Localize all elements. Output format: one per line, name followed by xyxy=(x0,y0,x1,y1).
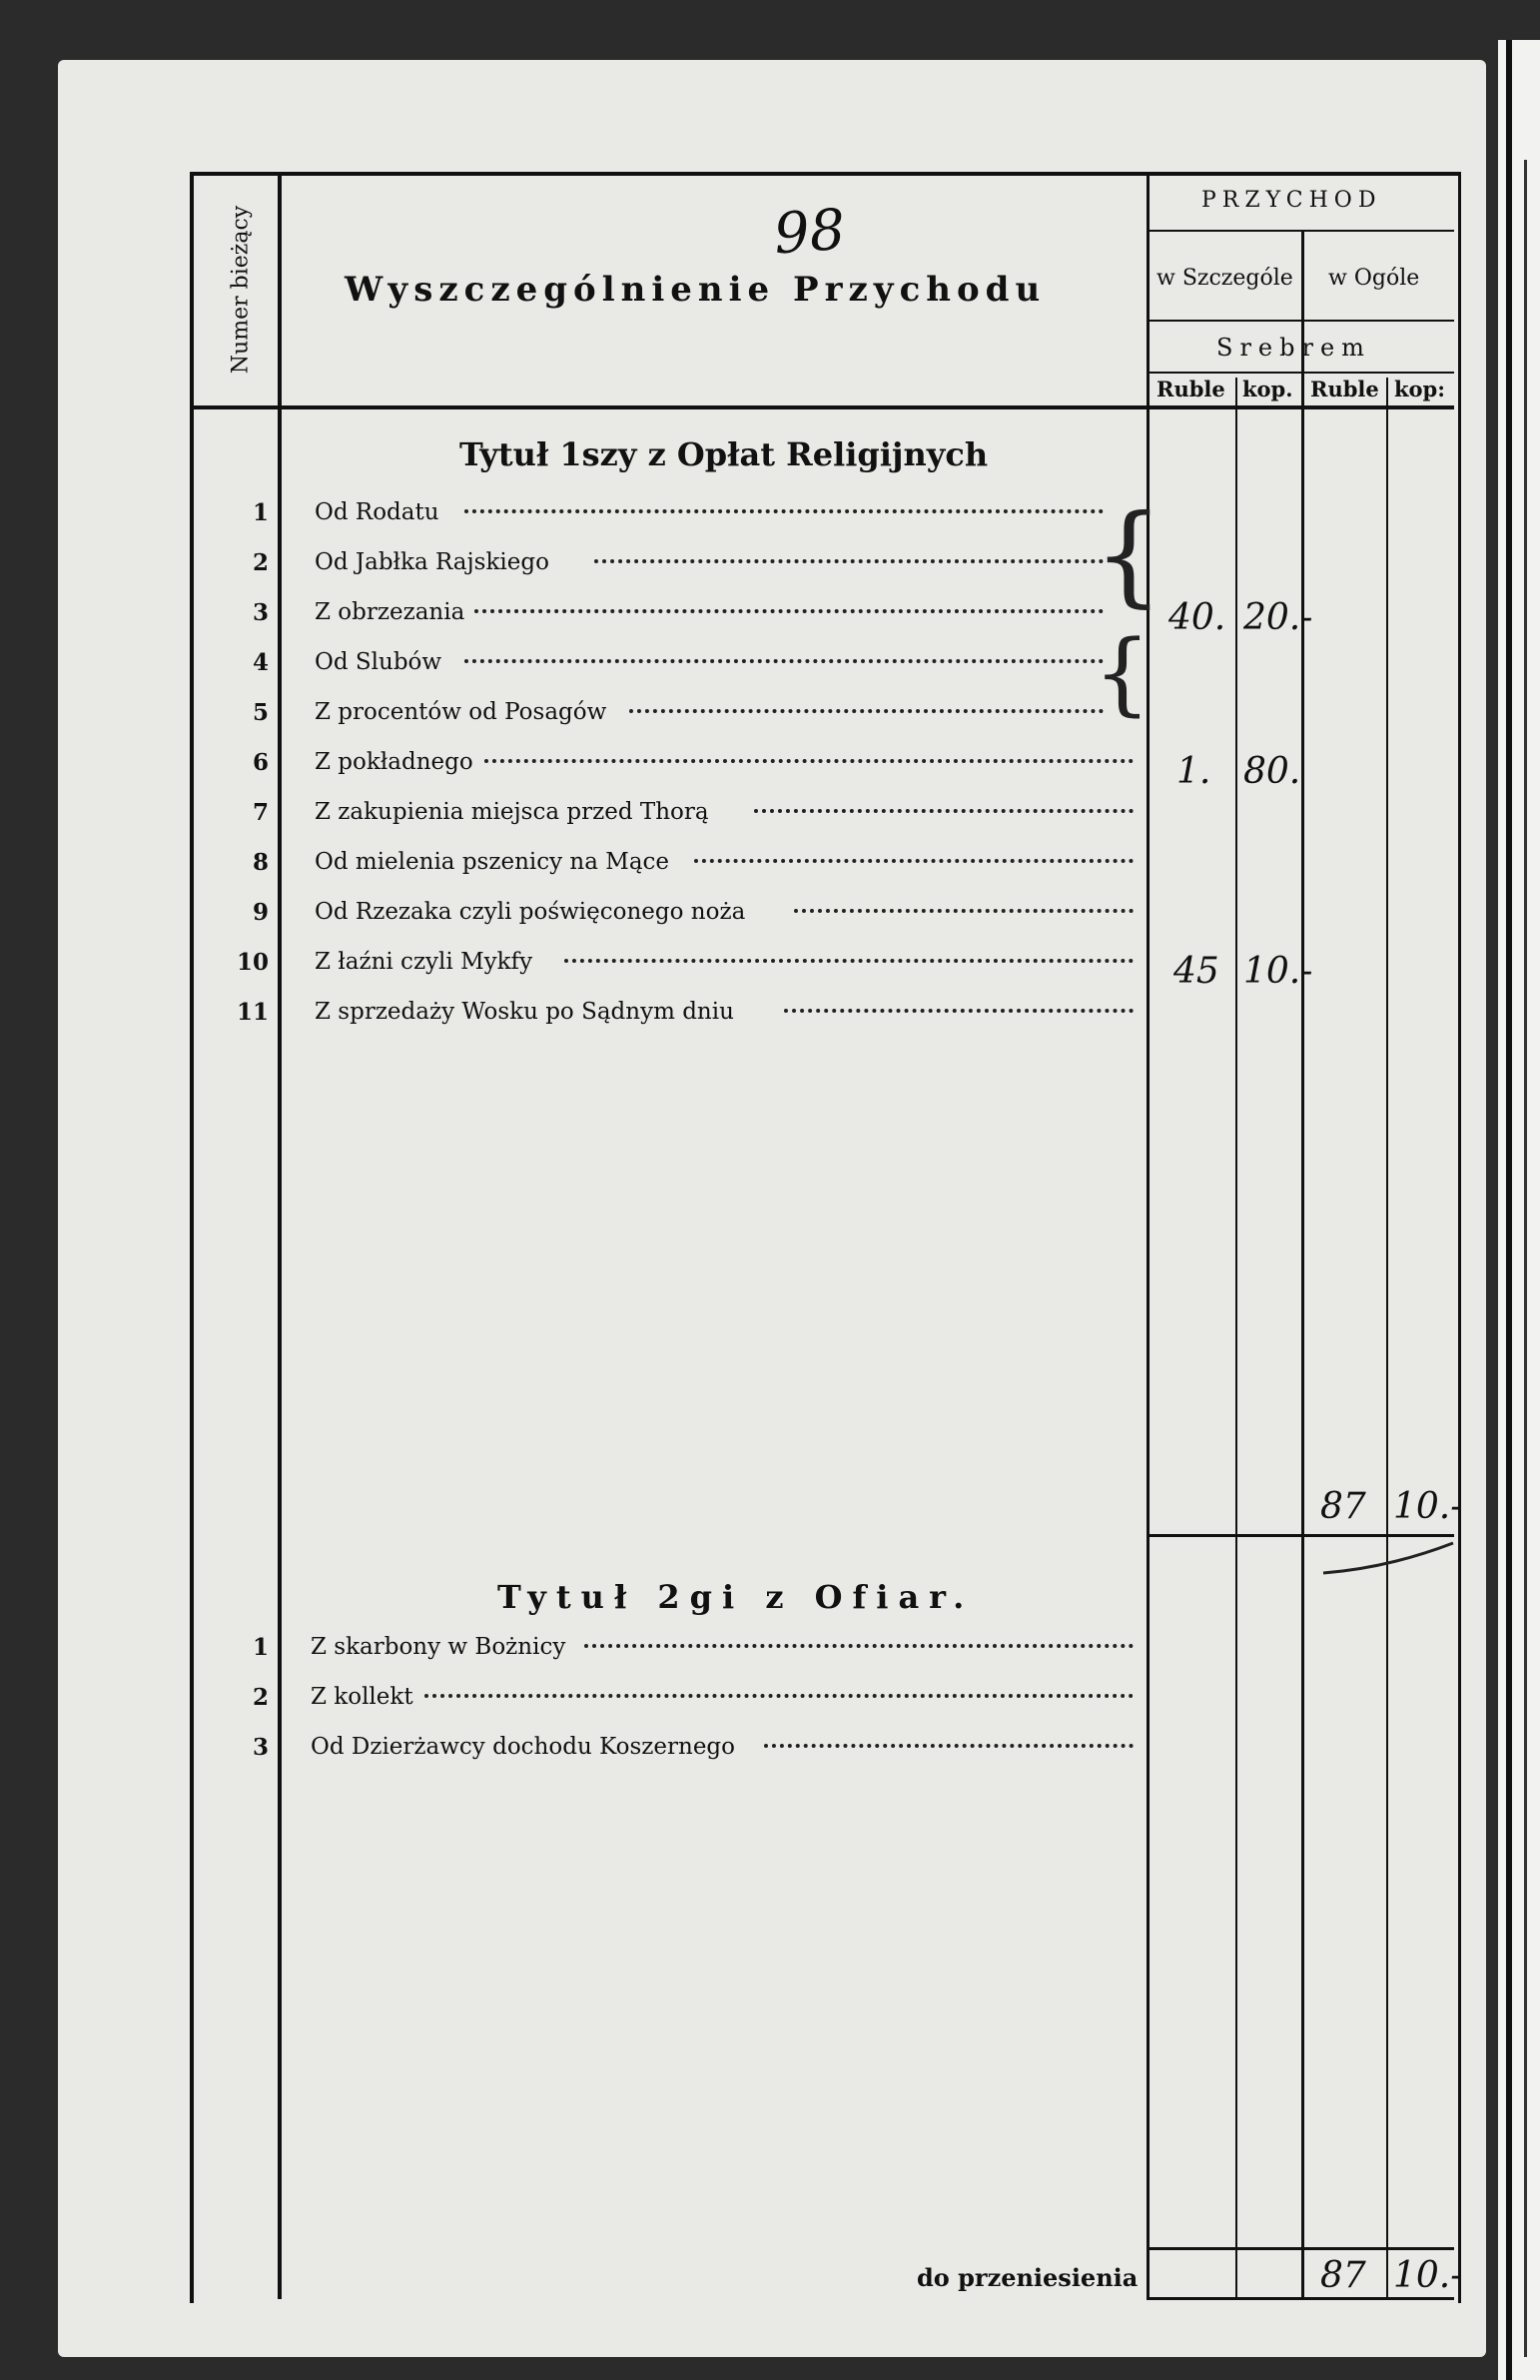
handwritten-brace: { xyxy=(1094,621,1152,726)
row-label: Z procentów od Posagów xyxy=(315,699,607,725)
row-label: Od Dzierżawcy dochodu Koszernego xyxy=(311,1734,736,1760)
entry-kop: 10.- xyxy=(1243,951,1313,992)
income-header: PRZYCHOD xyxy=(1201,188,1382,213)
table-row xyxy=(195,1634,1139,1674)
row-number: 8 xyxy=(252,849,269,876)
section-total-rule xyxy=(1147,1534,1454,1537)
entry-rubles: 40. xyxy=(1168,597,1226,638)
leader-dots xyxy=(564,959,1134,963)
description-header: Wyszczególnienie Przychodu xyxy=(345,270,1047,310)
table-row xyxy=(195,549,1139,589)
row-number: 3 xyxy=(252,1734,269,1761)
column-rule-total-kop xyxy=(1386,378,1388,2299)
carry-forward-label: do przeniesienia xyxy=(917,2263,1139,2292)
table-row xyxy=(195,599,1139,639)
entry-kop: 20.- xyxy=(1243,597,1313,638)
row-label: Z pokładnego xyxy=(315,749,473,775)
handwritten-stroke xyxy=(1318,1538,1458,1588)
page-number: 98 xyxy=(771,197,848,268)
column-rule-detail-kop xyxy=(1235,378,1237,2299)
in-detail-header: w Szczególe xyxy=(1156,266,1293,291)
table-row xyxy=(195,1684,1139,1724)
leader-dots xyxy=(594,559,1104,563)
row-number: 2 xyxy=(252,549,269,576)
row-label: Od Jabłka Rajskiego xyxy=(315,549,549,575)
row-label: Od Rzezaka czyli poświęconego noża xyxy=(315,899,746,925)
table-row xyxy=(195,899,1139,939)
next-page-edge xyxy=(1498,40,1540,2380)
leader-dots xyxy=(694,859,1134,863)
row-number: 6 xyxy=(252,749,269,776)
row-label: Z skarbony w Bożnicy xyxy=(311,1634,566,1660)
table-row xyxy=(195,499,1139,539)
row-number: 1 xyxy=(252,499,269,526)
column-rule-total xyxy=(1301,230,1304,2299)
column-rule-number xyxy=(278,172,282,2299)
leader-dots xyxy=(464,509,1104,513)
row-number-header-text: Numer bieżący xyxy=(228,205,254,375)
row-label: Od Slubów xyxy=(315,649,442,675)
table-row xyxy=(195,999,1139,1039)
row-number-header xyxy=(206,170,276,409)
carry-rule xyxy=(1147,2247,1454,2250)
leader-dots xyxy=(754,809,1134,813)
table-row xyxy=(195,749,1139,789)
carry-forward-kop: 10.- xyxy=(1393,2255,1463,2296)
section-1-title: Tytuł 1szy z Opłat Religijnych xyxy=(459,435,989,473)
handwritten-brace: { xyxy=(1094,490,1163,618)
leader-dots xyxy=(464,659,1104,663)
row-number: 5 xyxy=(252,699,269,726)
row-number: 3 xyxy=(252,599,269,626)
row-number: 7 xyxy=(252,799,269,826)
header-rule-currency xyxy=(1147,372,1454,374)
row-label: Od Rodatu xyxy=(315,499,439,525)
page-edge-line xyxy=(1506,40,1512,2380)
row-label: Z obrzezania xyxy=(315,599,465,625)
leader-dots xyxy=(424,1694,1134,1698)
row-number: 4 xyxy=(252,649,269,676)
carry-forward-rubles: 87 xyxy=(1320,2255,1366,2296)
header-bottom-rule xyxy=(190,405,1454,409)
leader-dots xyxy=(794,909,1134,913)
row-label: Z łaźni czyli Mykfy xyxy=(315,949,533,975)
row-label: Od mielenia pszenicy na Mące xyxy=(315,849,670,875)
row-number: 1 xyxy=(252,1634,269,1661)
rubles-total-header: Ruble xyxy=(1310,377,1379,401)
leader-dots xyxy=(764,1744,1134,1748)
table-row xyxy=(195,699,1139,739)
bottom-rule xyxy=(1147,2297,1454,2300)
page-edge-line xyxy=(1524,160,1527,2357)
row-label: Z sprzedaży Wosku po Sądnym dniu xyxy=(315,999,734,1025)
entry-kop: 80. xyxy=(1243,751,1301,792)
ledger-table-frame xyxy=(190,172,1461,2303)
kop-total-header: kop: xyxy=(1394,377,1445,401)
row-number: 9 xyxy=(252,899,269,926)
table-row xyxy=(195,949,1139,989)
table-row xyxy=(195,1734,1139,1774)
header-rule-przychod xyxy=(1147,230,1454,232)
row-number: 2 xyxy=(252,1684,269,1711)
rubles-detail-header: Ruble xyxy=(1156,377,1225,401)
row-label: Z zakupienia miejsca przed Thorą xyxy=(315,799,709,825)
row-number: 11 xyxy=(236,999,269,1026)
entry-rubles: 45 xyxy=(1173,951,1219,992)
table-row xyxy=(195,799,1139,839)
leader-dots xyxy=(474,609,1104,613)
section-1-total-kop: 10.- xyxy=(1393,1486,1463,1527)
leader-dots xyxy=(784,1009,1134,1013)
kop-detail-header: kop. xyxy=(1242,377,1293,401)
leader-dots xyxy=(629,709,1104,713)
in-total-header: w Ogóle xyxy=(1328,266,1420,291)
table-row xyxy=(195,849,1139,889)
row-label: Z kollekt xyxy=(311,1684,413,1710)
section-2-title: Tytuł 2gi z Ofiar. xyxy=(497,1578,975,1616)
entry-rubles: 1. xyxy=(1176,751,1211,792)
leader-dots xyxy=(484,759,1134,763)
section-1-total-rubles: 87 xyxy=(1320,1486,1366,1527)
row-number: 10 xyxy=(236,949,269,976)
leader-dots xyxy=(584,1644,1134,1648)
table-row xyxy=(195,649,1139,689)
header-rule-columns xyxy=(1147,320,1454,322)
currency-header: Srebrem xyxy=(1216,334,1371,362)
